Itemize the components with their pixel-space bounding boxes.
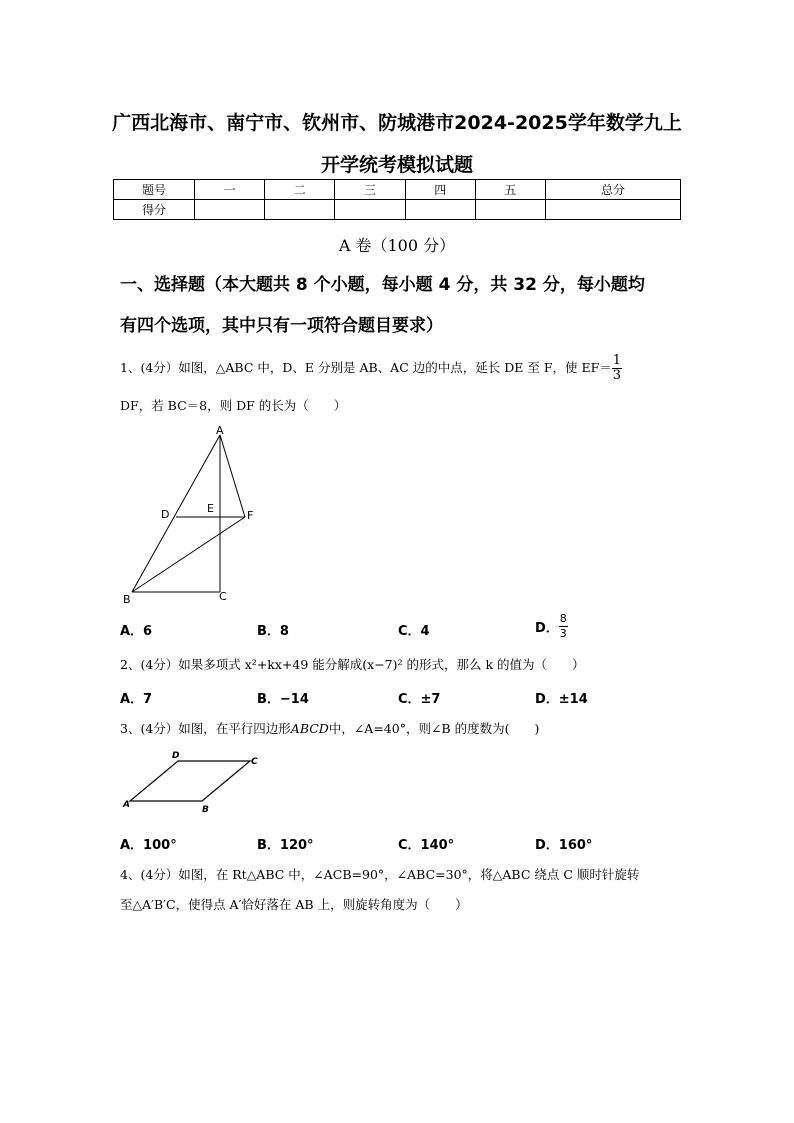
- document-title-line2: 开学统考模拟试题: [320, 154, 473, 176]
- q3-parallelogram-figure: [118, 748, 268, 818]
- q1-text-line2: DF，若 BC＝8，则 DF 的长为（ ）: [120, 398, 347, 413]
- fig3-label-B: B: [202, 805, 209, 815]
- fig1-segment-BF: [132, 517, 245, 592]
- fig1-label-C: C: [219, 590, 227, 603]
- q1-option-d-prefix: D．: [535, 621, 559, 636]
- section1-heading-line2: 有四个选项，其中只有一项符合题目要求）: [120, 316, 443, 336]
- q3-option-d[interactable]: D．160°: [535, 838, 593, 853]
- q1-option-d-num: 8: [559, 612, 567, 625]
- q3-text: [120, 719, 539, 737]
- score-table-header-row: [114, 180, 681, 200]
- q3-option-a[interactable]: A．100°: [120, 838, 177, 853]
- q3-option-b[interactable]: B．120°: [257, 838, 314, 853]
- q4-text-line1: 4、(4分）如图，在 Rt△ABC 中，∠ACB=90°，∠ABC=30°，将△ABC 绕点 C 顺时针旋转: [120, 867, 640, 882]
- q3-text-b: 中，∠A=40°，则∠B 的度数为( ): [328, 721, 540, 736]
- q1-fraction: [612, 354, 622, 383]
- score-header-cell: 四: [405, 180, 475, 200]
- q2-option-d[interactable]: D．±14: [535, 692, 588, 707]
- q2-option-a[interactable]: A．7: [120, 692, 153, 707]
- paper-a-heading: A 卷（100 分）: [338, 236, 456, 255]
- q3-text-italic: ABCD: [290, 721, 329, 736]
- q4-text-line2: 至△A′B′C，使得点 A′恰好落在 AB 上，则旋转角度为（ ）: [120, 897, 468, 912]
- fig1-label-F: F: [247, 509, 254, 522]
- q1-option-a[interactable]: A．6: [120, 624, 153, 639]
- score-row-label: 得分: [114, 200, 195, 220]
- score-header-cell: 五: [475, 180, 545, 200]
- q1-text-line1: [120, 354, 622, 383]
- fig3-label-A: A: [123, 800, 130, 810]
- section1-heading-line1: 一、选择题（本大题共 8 个小题，每小题 4 分，共 32 分，每小题均: [120, 275, 645, 295]
- fig1-label-E: E: [207, 502, 214, 515]
- fig1-label-A: A: [216, 424, 224, 437]
- q1-option-d-fraction: [559, 612, 568, 641]
- score-header-cell: 题号: [114, 180, 195, 200]
- score-header-cell: 总分: [546, 180, 681, 200]
- fig1-label-B: B: [123, 593, 131, 606]
- fig3-label-C: C: [251, 757, 258, 767]
- score-header-cell: 二: [265, 180, 335, 200]
- fig3-label-D: D: [172, 751, 180, 761]
- q1-text-a: 1、(4分）如图，△ABC 中，D、E 分别是 AB、AC 边的中点，延长 DE 至 F，使 EF＝: [120, 360, 612, 375]
- q3-option-c[interactable]: C．140°: [398, 838, 455, 853]
- score-input-cell[interactable]: [265, 200, 335, 220]
- fig1-segment-AF: [220, 435, 245, 517]
- score-input-cell[interactable]: [335, 200, 405, 220]
- q2-text: 2、(4分）如果多项式 x²+kx+49 能分解成(x−7)² 的形式，那么 k 的值为（ ）: [120, 657, 585, 672]
- q1-option-d[interactable]: [535, 612, 568, 641]
- q2-option-c[interactable]: C．±7: [398, 692, 441, 707]
- q3-text-a: 3、(4分）如图，在平行四边形: [120, 721, 291, 736]
- q2-option-b[interactable]: B．−14: [257, 692, 309, 707]
- score-header-cell: 一: [195, 180, 265, 200]
- fig3-parallelogram: [130, 761, 250, 801]
- score-table-score-row: [114, 200, 681, 220]
- q1-option-c[interactable]: C．4: [398, 624, 430, 639]
- q1-option-d-den: 3: [559, 627, 567, 640]
- score-header-cell: 三: [335, 180, 405, 200]
- q1-option-b[interactable]: B．8: [257, 624, 289, 639]
- q1-frac-den: 3: [612, 368, 622, 383]
- score-input-cell[interactable]: [546, 200, 681, 220]
- fig1-label-D: D: [161, 508, 170, 521]
- score-input-cell[interactable]: [195, 200, 265, 220]
- score-input-cell[interactable]: [405, 200, 475, 220]
- document-title-line1: 广西北海市、南宁市、钦州市、防城港市2024-2025学年数学九上: [112, 112, 682, 134]
- score-input-cell[interactable]: [475, 200, 545, 220]
- q1-frac-num: 1: [612, 353, 622, 368]
- q1-triangle-figure: [115, 420, 265, 610]
- score-table: [113, 179, 681, 220]
